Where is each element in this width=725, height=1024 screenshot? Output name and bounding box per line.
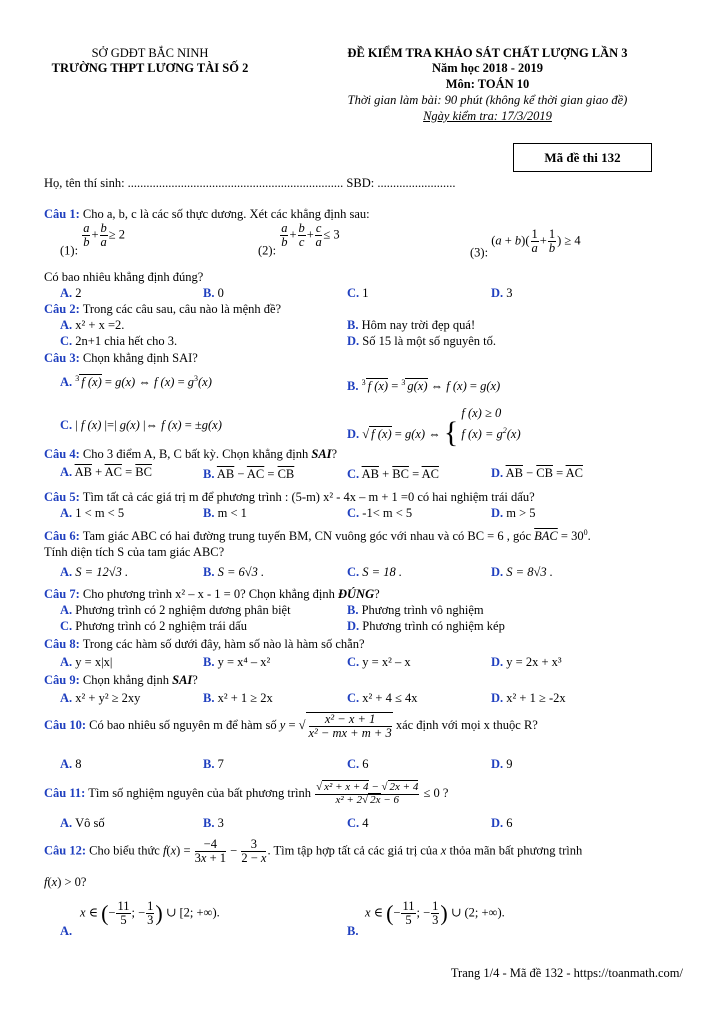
school-year: Năm học 2018 - 2019	[431, 61, 544, 75]
subject: Môn: TOÁN 10	[445, 77, 530, 91]
q10-option-c[interactable]: C. 6	[347, 757, 369, 771]
q2-option-a[interactable]: A. x² + x =2.	[60, 318, 125, 332]
q9-option-d[interactable]: D. x² + 1 ≥ -2x	[491, 691, 566, 705]
q12-option-b-expr: x ∈ (− $\frac{11}{5}$ ; − $\frac{1}{3}$ ) ∪ (2; +∞).	[365, 899, 505, 928]
q9-option-c[interactable]: C. x² + 4 ≤ 4x	[347, 691, 418, 705]
q3-option-b[interactable]: B. $^3$ f (x) = $^3$ g(x) ⇔ f (x) = g(x)	[347, 378, 501, 394]
q9-option-b[interactable]: B. x² + 1 ≥ 2x	[203, 691, 273, 705]
q1-statement-1: (1): $\frac{a}{b}$ + $\frac{b}{a}$ ≥ 2	[60, 221, 125, 258]
q6-option-c[interactable]: C. S = 18 .	[347, 565, 402, 579]
q1-statement-3: (3): (a + b)( $\frac{1}{a}$ + $\frac{1}{b}$ ) ≥ 4	[470, 227, 581, 260]
q12-option-b[interactable]: B.	[347, 924, 359, 938]
question-2: Câu 2: Trong các câu sau, câu nào là mệnh đề?	[44, 302, 282, 316]
question-3: Câu 3: Chọn khẳng định SAI?	[44, 351, 198, 365]
question-10: Câu 10: Có bao nhiêu số nguyên m để hàm số y = √ $\frac{\text{x² − x + 1}}{\text{x² − mx + m + 3}}$ xác định với mọi x thuộc R?	[44, 712, 538, 741]
exam-date: Ngày kiểm tra: 17/3/2019	[423, 109, 552, 123]
q2-option-c[interactable]: C. 2n+1 chia hết cho 3.	[60, 334, 178, 348]
q5-option-c[interactable]: C. -1< m < 5	[347, 506, 413, 520]
question-6-line-2: Tính diện tích S của tam giác ABC?	[44, 545, 225, 559]
q1-question: Có bao nhiêu khẳng định đúng?	[44, 270, 204, 284]
school-name: TRƯỜNG THPT LƯƠNG TÀI SỐ 2	[51, 61, 249, 75]
q8-option-a[interactable]: A. y = x|x|	[60, 655, 113, 669]
q5-option-d[interactable]: D. m > 5	[491, 506, 536, 520]
question-9: Câu 9: Chọn khẳng định SAI?	[44, 673, 198, 687]
q11-option-c[interactable]: C. 4	[347, 816, 369, 830]
student-info-line: Họ, tên thí sinh: ..................................................................... SBD: .........................	[44, 176, 456, 190]
q5-option-b[interactable]: B. m < 1	[203, 506, 247, 520]
q7-option-a[interactable]: A. Phương trình có 2 nghiệm dương phân biệt	[60, 603, 291, 617]
duration: Thời gian làm bài: 90 phút (không kể thời gian giao đề)	[347, 93, 628, 107]
q4-option-a[interactable]: A. $\overline{AB} + \overline{AC} = \overline{BC}$	[60, 465, 152, 479]
question-4: Câu 4: Cho 3 điểm A, B, C bất kỳ. Chọn khẳng định SAI?	[44, 447, 338, 461]
exam-title: ĐỀ KIỂM TRA KHẢO SÁT CHẤT LƯỢNG LẦN 3	[347, 46, 628, 60]
q10-option-d[interactable]: D. 9	[491, 757, 513, 771]
q11-option-a[interactable]: A. Vô số	[60, 816, 105, 830]
question-7: Câu 7: Cho phương trình x² – x - 1 = 0? Chọn khẳng định ĐÚNG?	[44, 587, 380, 601]
q4-option-c[interactable]: C. $\overline{AB} + \overline{BC} = \overline{AC}$	[347, 467, 439, 481]
q11-option-d[interactable]: D. 6	[491, 816, 513, 830]
q1-option-c[interactable]: C. 1	[347, 286, 369, 300]
question-11: Câu 11: Tìm số nghiệm nguyên của bất phương trình $\frac{\text{√ x² + x + 4 − √ 2x + 4}}{\text{x² + 2√ 2x − 6}}$ ≤ 0 ?	[44, 781, 449, 806]
q7-option-c[interactable]: C. Phương trình có 2 nghiệm trái dấu	[60, 619, 247, 633]
q10-option-a[interactable]: A. 8	[60, 757, 82, 771]
q3-option-d[interactable]: D. √ f (x) = g(x) ⇔ { f (x) ≥ 0 f $(x) = g^2(x)$	[347, 406, 521, 450]
q8-option-d[interactable]: D. y = 2x + x³	[491, 655, 562, 669]
question-5: Câu 5: Tìm tất cả các giá trị m để phương trình : (5-m) x² - 4x – m + 1 =0 có hai nghiệm trái dấu?	[44, 490, 535, 504]
q5-option-a[interactable]: A. 1 < m < 5	[60, 506, 125, 520]
page-footer: Trang 1/4 - Mã đề 132 - https://toanmath.com/	[450, 966, 683, 980]
q1-option-d[interactable]: D. 3	[491, 286, 513, 300]
q2-option-d[interactable]: D. Số 15 là một số nguyên tố.	[347, 334, 496, 348]
q3-option-a[interactable]: A. $^3$ f (x) = g(x) ⇔ f $(x) = g^3(x)$	[60, 374, 212, 390]
q9-option-a[interactable]: A. x² + y² ≥ 2xy	[60, 691, 141, 705]
q12-option-a[interactable]: A.	[60, 924, 73, 938]
q2-option-b[interactable]: B. Hôm nay trời đẹp quá!	[347, 318, 476, 332]
q8-option-c[interactable]: C. y = x² – x	[347, 655, 411, 669]
q1-option-a[interactable]: A. 2	[60, 286, 82, 300]
question-6: Câu 6: Tam giác ABC có hai đường trung tuyến BM, CN vuông góc với nhau và có BC = 6 , góc $\overline{BAC} = 30^0$.	[44, 528, 591, 544]
q1-statement-2: (2): $\frac{a}{b}$ + $\frac{b}{c}$ + $\frac{c}{a}$ ≤ 3	[258, 221, 340, 258]
q10-option-b[interactable]: B. 7	[203, 757, 224, 771]
q7-option-d[interactable]: D. Phương trình có nghiệm kép	[347, 619, 505, 633]
q8-option-b[interactable]: B. y = x⁴ – x²	[203, 655, 271, 669]
q11-option-b[interactable]: B. 3	[203, 816, 224, 830]
q6-option-d[interactable]: D. S = 8√3 .	[491, 565, 553, 579]
q3-option-c[interactable]: C. | f (x) |=| g(x) |⇔ f (x) = ±g(x)	[60, 418, 222, 432]
question-12: Câu 12: Cho biểu thức f(x) = $\frac{-4}{3x + 1}$ − $\frac{3}{2 - x}$ . Tìm tập hợp tất cả các giá trị của x thỏa mãn bất phương trình	[44, 837, 583, 866]
exam-code-box: Mã đề thi 132	[513, 143, 652, 172]
q6-option-a[interactable]: A. S = 12√3 .	[60, 565, 129, 579]
q6-option-b[interactable]: B. S = 6√3 .	[203, 565, 265, 579]
q1-option-b[interactable]: B. 0	[203, 286, 224, 300]
question-12-line-2: f(x) > 0?	[44, 875, 87, 889]
q4-option-b[interactable]: B. $\overline{AB} - \overline{AC} = \overline{CB}$	[203, 467, 295, 481]
q4-option-d[interactable]: D. $\overline{AB} - \overline{CB} = \overline{AC}$	[491, 466, 583, 480]
q7-option-b[interactable]: B. Phương trình vô nghiệm	[347, 603, 484, 617]
q12-option-a-expr: x ∈ (− $\frac{11}{5}$ ; − $\frac{1}{3}$ ) ∪ [2; +∞).	[80, 899, 220, 928]
question-1: Câu 1: Cho a, b, c là các số thực dương. Xét các khẳng định sau:	[44, 207, 370, 221]
department-name: SỞ GDĐT BẮC NINH	[91, 46, 209, 60]
question-8: Câu 8: Trong các hàm số dưới đây, hàm số nào là hàm số chẵn?	[44, 637, 365, 651]
